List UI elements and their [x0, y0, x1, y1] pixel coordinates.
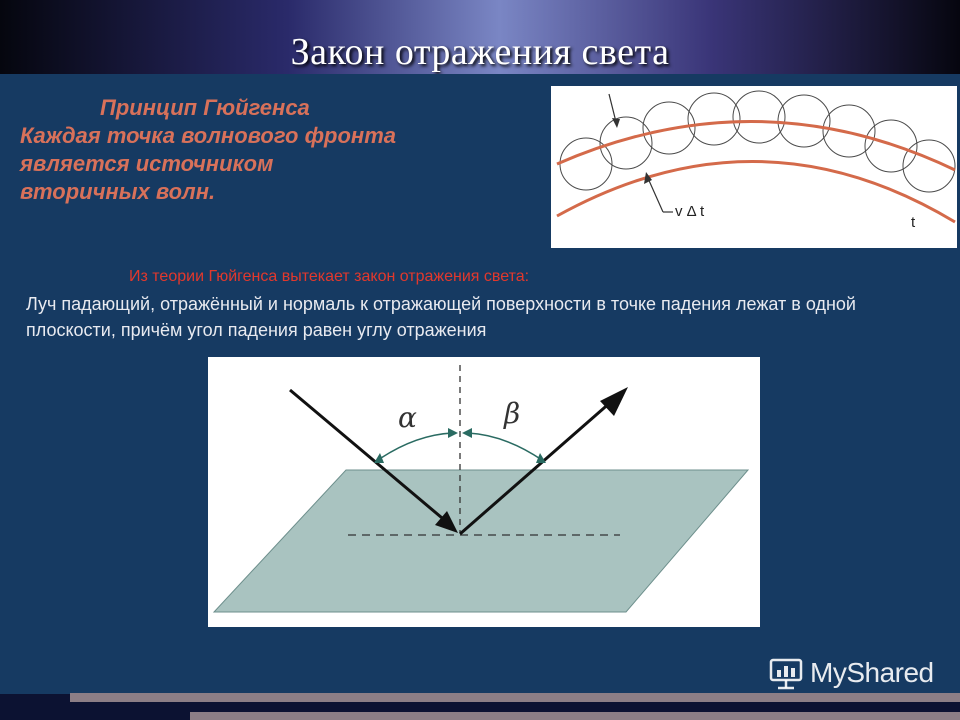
reflection-svg: [208, 357, 760, 627]
wavelet-circle: [865, 120, 917, 172]
alpha-arc-tail: [374, 453, 384, 463]
reflecting-surface: [214, 470, 748, 612]
watermark-text: MyShared: [810, 657, 934, 688]
beta-arc-tail: [536, 453, 546, 463]
law-statement: Луч падающий, отражённый и нормаль к отражающей поверхности в точке падения лежат в одной плоскости, причём угол падения равен углу отражения: [26, 294, 856, 340]
next-wave-front: [557, 161, 955, 222]
alpha-arc: [378, 433, 452, 460]
law-intro: Из теории Гюйгенса вытекает закон отражения света:: [129, 268, 530, 285]
reflected-arrowhead: [600, 387, 628, 416]
huygens-line-3: вторичных волн.: [20, 179, 216, 204]
vdt-arrowhead-bottom: [644, 172, 652, 184]
footer-bar-top: [70, 693, 960, 702]
wavelet-circle: [823, 105, 875, 157]
wavelet-circle: [733, 91, 785, 143]
wavelet-circle: [688, 93, 740, 145]
huygens-line-1: Каждая точка волнового фронта: [20, 123, 397, 148]
beta-label: β: [504, 397, 521, 430]
huygens-principle: [20, 94, 550, 206]
slide-title: Закон отражения света: [290, 31, 670, 73]
huygens-title: Принцип Гюйгенса: [100, 95, 310, 120]
watermark: [768, 654, 934, 692]
wave-front-diagram: [551, 86, 957, 248]
presentation-board-icon: [768, 656, 804, 690]
wavelet-circle: [778, 95, 830, 147]
reflection-diagram: [208, 357, 760, 627]
beta-arc: [468, 433, 542, 460]
wave-front-svg: [551, 86, 957, 248]
vdt-label: v Δ t: [675, 203, 705, 220]
vdt-arrowhead-top: [612, 118, 620, 128]
footer-bar-bottom: [190, 712, 960, 720]
vdt-arrow-bottom: [647, 176, 663, 212]
alpha-label: α: [398, 401, 417, 434]
t-label: t: [911, 214, 916, 231]
alpha-arc-head: [448, 428, 458, 438]
huygens-line-2: является источником: [20, 151, 274, 176]
beta-arc-head: [462, 428, 472, 438]
wavelet-circle: [600, 117, 652, 169]
